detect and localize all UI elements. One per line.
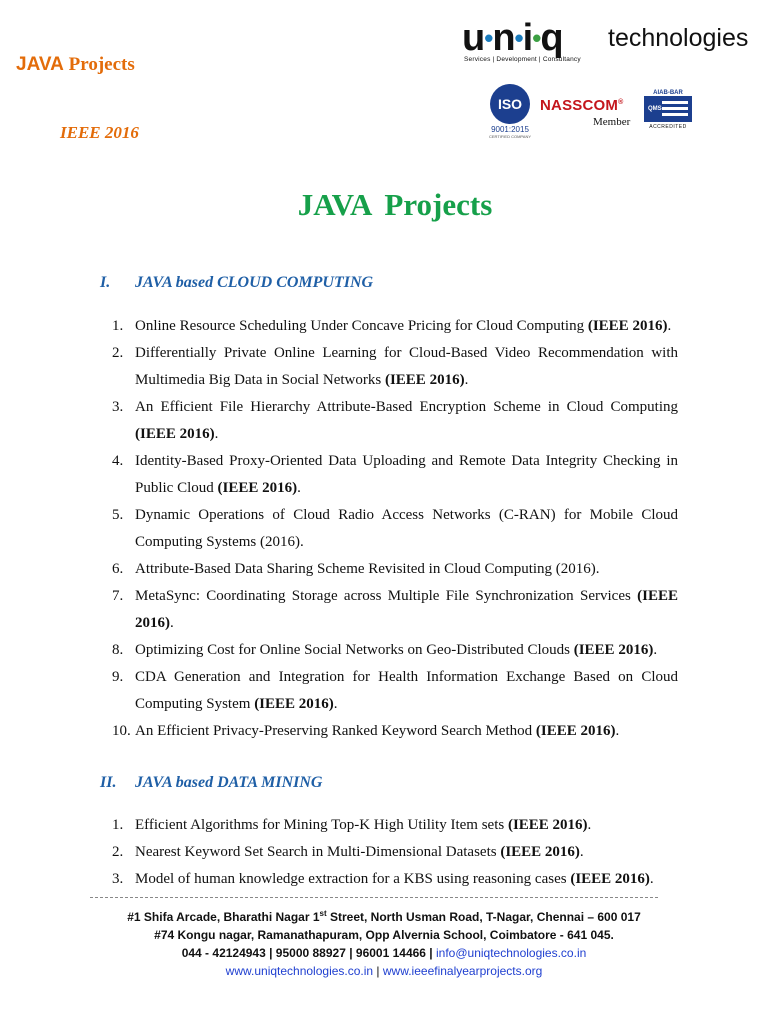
footer-address-part: #1 Shifa Arcade, Bharathi Nagar 1 — [127, 910, 320, 924]
footer-websites — [0, 962, 768, 980]
item-text — [135, 502, 678, 556]
header-title-projects: Projects — [68, 54, 135, 75]
item-title: Identity-Based Proxy-Oriented Data Uploading and Remote Data Integrity Checking in Public Cloud — [135, 453, 678, 496]
list-item — [112, 502, 678, 556]
footer-address-chennai — [0, 905, 768, 926]
footer-website-link-uniq[interactable]: www.uniqtechnologies.co.in — [225, 964, 374, 978]
footer-website-link-ieee[interactable]: www.ieeefinalyearprojects.org — [382, 964, 543, 978]
footer — [0, 905, 768, 980]
item-ieee: (IEEE 2016) — [254, 696, 334, 712]
list-item — [112, 340, 678, 394]
item-number: 6. — [112, 561, 124, 577]
section-heading-text: JAVA based CLOUD COMPUTING — [135, 274, 374, 291]
section-heading-data-mining — [100, 774, 322, 792]
page-title: JAVA Projects — [297, 187, 493, 222]
item-text — [135, 664, 678, 718]
item-ieee: (IEEE 2016) — [135, 426, 215, 442]
aiab-top-label: AIAB-BAR — [653, 90, 683, 96]
project-list-cloud — [112, 313, 678, 745]
item-title: Dynamic Operations of Cloud Radio Access Networks (C-RAN) for Mobile Cloud Computing Systems (2016). — [135, 507, 678, 550]
iso-circle-icon: ISO — [490, 84, 530, 124]
item-ieee: (IEEE 2016) — [587, 318, 668, 334]
iso-number: 9001:2015 — [491, 125, 529, 134]
item-number: 10. — [112, 723, 131, 739]
item-text — [135, 812, 678, 839]
list-item — [112, 448, 678, 502]
item-title: Efficient Algorithms for Mining Top-K High Utility Item sets — [135, 817, 508, 833]
item-title: CDA Generation and Integration for Health Information Exchange Based on Cloud Computing System — [135, 669, 678, 712]
list-item — [112, 583, 678, 637]
item-tail: . — [464, 372, 469, 388]
footer-contact — [0, 944, 768, 962]
logo-dot-icon: • — [532, 23, 541, 53]
footer-email-link[interactable]: info@uniqtechnologies.co.in — [436, 946, 587, 960]
logo-technologies: technologies — [608, 24, 749, 52]
logo-letter-i: i — [522, 17, 533, 59]
logo-letter-q: q — [540, 17, 563, 59]
item-text — [135, 448, 678, 502]
item-title: Optimizing Cost for Online Social Networks on Geo-Distributed Clouds — [135, 642, 574, 658]
item-text — [135, 637, 678, 664]
logo-wordmark — [462, 18, 563, 61]
item-text — [135, 340, 678, 394]
header-title-java: JAVA — [16, 54, 64, 75]
item-number: 8. — [112, 642, 124, 658]
footer-address-coimbatore: #74 Kongu nagar, Ramanathapuram, Opp Alvernia School, Coimbatore - 641 045. — [154, 928, 614, 942]
item-text — [135, 866, 678, 893]
item-title: Nearest Keyword Set Search in Multi-Dimensional Datasets — [135, 844, 501, 860]
item-number: 3. — [112, 871, 124, 887]
list-item — [112, 556, 678, 583]
item-tail: . — [170, 615, 174, 631]
item-text — [135, 583, 678, 637]
section-numeral: II. — [100, 774, 117, 791]
item-text — [135, 394, 678, 448]
item-number: 5. — [112, 507, 124, 523]
list-item — [112, 664, 678, 718]
aiab-badge — [642, 90, 694, 136]
list-item — [112, 394, 678, 448]
item-title: MetaSync: Coordinating Storage across Multiple File Synchronization Services — [135, 588, 638, 604]
header-title — [16, 54, 135, 76]
footer-phones: 044 - 42124943 | 95000 88927 | 96001 14466 | — [181, 946, 436, 960]
section-heading-cloud — [100, 274, 373, 292]
item-text — [135, 313, 678, 340]
section-heading-text: JAVA based DATA MINING — [135, 774, 323, 791]
list-item — [112, 812, 678, 839]
iso-badge — [486, 84, 534, 139]
list-item — [112, 718, 678, 745]
item-ieee: (IEEE 2016) — [384, 372, 465, 388]
item-tail: . — [297, 480, 301, 496]
list-item — [112, 866, 678, 893]
logo-letter-n: n — [492, 17, 515, 59]
item-number: 7. — [112, 588, 124, 604]
item-title: Online Resource Scheduling Under Concave Pricing for Cloud Computing — [135, 318, 588, 334]
section-numeral: I. — [100, 274, 111, 291]
item-title: Model of human knowledge extraction for a KBS using reasoning cases — [135, 871, 571, 887]
item-ieee: (IEEE 2016) — [135, 588, 678, 631]
iso-cert-label: CERTIFIED COMPANY — [488, 134, 532, 139]
item-number: 2. — [112, 844, 124, 860]
item-tail: . — [587, 817, 592, 833]
aiab-stripes-icon — [662, 101, 688, 119]
item-title: Differentially Private Online Learning for Cloud-Based Video Recommendation with Multimedia Big Data in Social Networks — [135, 345, 678, 388]
item-tail: . — [333, 696, 338, 712]
item-number: 3. — [112, 399, 124, 415]
item-tail: . — [579, 844, 584, 860]
footer-divider — [90, 897, 658, 898]
project-list-data-mining — [112, 812, 678, 893]
nasscom-name: NASSCOM — [540, 97, 619, 114]
item-tail: . — [214, 426, 219, 442]
item-title: An Efficient Privacy-Preserving Ranked Keyword Search Method — [135, 723, 536, 739]
list-item — [112, 313, 678, 340]
footer-separator: | — [373, 964, 383, 978]
item-tail: . — [667, 318, 672, 334]
item-tail: . — [615, 723, 620, 739]
list-item — [112, 637, 678, 664]
item-ieee: (IEEE 2016) — [570, 871, 650, 887]
item-text — [135, 556, 678, 583]
item-text — [135, 718, 678, 745]
footer-address-sup: st — [319, 909, 327, 918]
item-ieee: (IEEE 2016) — [535, 723, 616, 739]
item-tail: . — [649, 871, 654, 887]
list-item — [112, 839, 678, 866]
nasscom-registered: ® — [618, 99, 624, 106]
logo-dot-icon: • — [514, 23, 523, 53]
logo-dot-icon: • — [484, 23, 493, 53]
nasscom-logo — [540, 97, 623, 114]
item-number: 1. — [112, 318, 124, 334]
logo-letter-u: u — [462, 17, 485, 59]
item-ieee: (IEEE 2016) — [507, 817, 588, 833]
item-number: 1. — [112, 817, 124, 833]
item-ieee: (IEEE 2016) — [217, 480, 298, 496]
item-tail: . — [653, 642, 658, 658]
aiab-flag-icon — [644, 96, 692, 122]
logo-tagline: Services | Development | Consultancy — [464, 56, 581, 63]
item-title: An Efficient File Hierarchy Attribute-Based Encryption Scheme in Cloud Computing — [135, 399, 678, 415]
footer-address-part: Street, North Usman Road, T-Nagar, Chennai – 600 017 — [326, 910, 641, 924]
nasscom-member-label: Member — [593, 116, 631, 128]
item-ieee: (IEEE 2016) — [573, 642, 654, 658]
item-number: 4. — [112, 453, 124, 469]
item-text — [135, 839, 678, 866]
aiab-qms-label: QMS — [648, 106, 662, 112]
item-ieee: (IEEE 2016) — [500, 844, 580, 860]
header-ieee-label: IEEE 2016 — [60, 123, 139, 142]
item-number: 2. — [112, 345, 124, 361]
company-logo — [462, 18, 752, 78]
item-title: Attribute-Based Data Sharing Scheme Revisited in Cloud Computing (2016). — [135, 561, 600, 577]
aiab-accredited-label: ACCREDITED — [649, 124, 687, 130]
item-number: 9. — [112, 669, 124, 685]
